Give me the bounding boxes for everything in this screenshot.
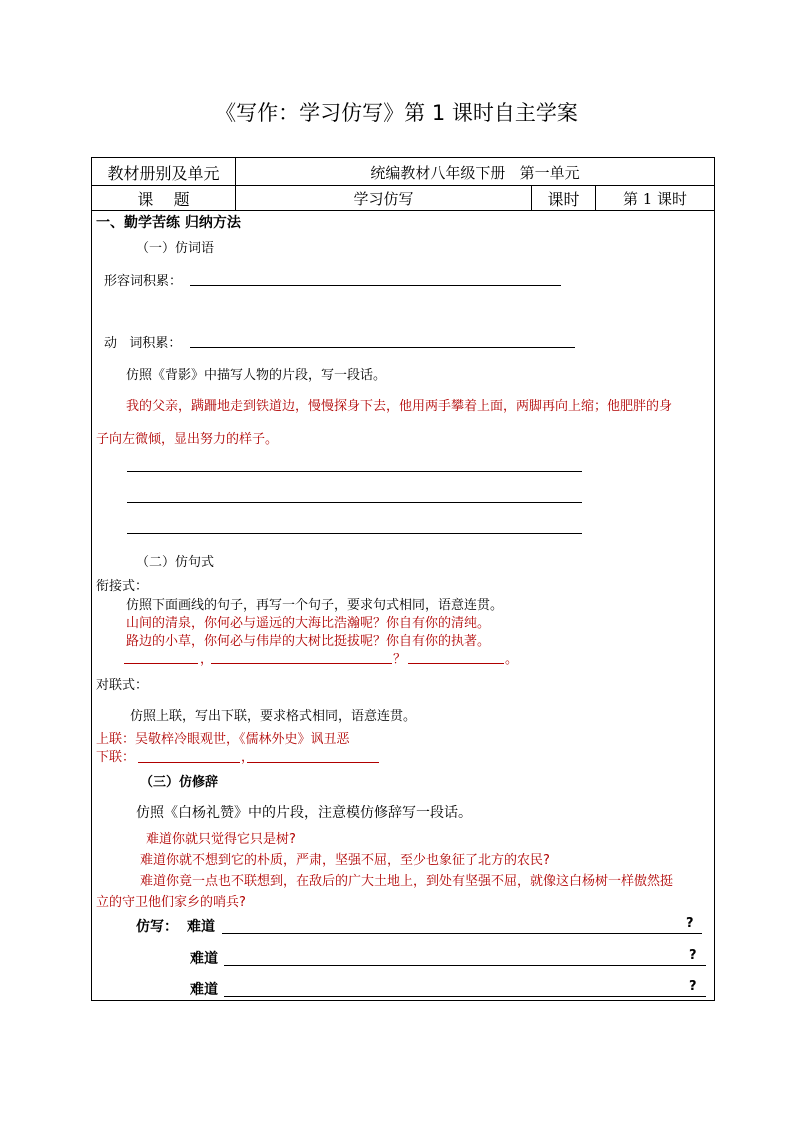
lower-couplet-comma: ， [241,750,255,765]
textbook-value: 统编教材八年级下册 第一单元 [370,164,580,182]
baiyang-excerpt-3a: 难道你竟一点也不联想到，在敌后的广大土地上，到处有坚强不屈，就像这白杨树一样傲然挺 [140,874,674,889]
cohesion-instruction: 仿照下面画线的句子，再写一个句子，要求句式相同，语意连贯。 [126,598,504,613]
baiyang-excerpt-3b: 立的守卫他们家乡的哨兵? [96,895,246,910]
cohesion-blank-1[interactable] [124,663,198,664]
topic-value: 学习仿写 [353,190,414,208]
part2-heading: （二）仿句式 [136,555,215,570]
practice-nandao-2: 难道 [190,951,218,967]
writing-line[interactable] [127,471,582,472]
section-heading: 一、勤学苦练 归纳方法 [96,215,241,231]
period-label: 课时 [547,190,580,209]
lower-couplet-blank-2[interactable] [247,762,379,763]
baiyang-instruction: 仿照《白杨礼赞》中的片段，注意模仿修辞写一段话。 [136,805,472,821]
practice-nandao-1: 难道 [187,919,215,935]
beiying-excerpt-line1: 我的父亲，蹒跚地走到铁道边，慢慢探身下去，他用两手攀着上面，两脚再向上缩；他肥胖的身 [126,399,673,414]
cohesion-blank-3[interactable] [408,663,504,664]
part1-heading: （一）仿词语 [136,241,215,256]
cohesion-question-mark: ？ [393,652,407,667]
couplet-label: 对联式： [96,678,149,693]
lower-couplet-label: 下联： [96,750,136,765]
textbook-label: 教材册别及单元 [107,164,220,183]
baiyang-excerpt-1: 难道你就只觉得它只是树? [146,832,296,847]
cohesion-example-2: 路边的小草，你何必与伟岸的大树比挺拔呢？你自有你的执著。 [126,634,491,649]
cohesion-period: 。 [505,652,519,667]
writing-line[interactable] [127,502,582,503]
cohesion-blank-2[interactable] [211,663,392,664]
period-value: 第 1 课时 [622,190,688,208]
practice-label: 仿写： [136,919,178,935]
beiying-instruction: 仿照《背影》中描写人物的片段，写一段话。 [126,368,387,383]
practice-line-1[interactable] [222,933,702,934]
row-divider [92,185,714,186]
practice-qmark-1: ? [686,916,694,931]
practice-nandao-3: 难道 [190,982,218,998]
baiyang-excerpt-2: 难道你就不想到它的朴质，严肃，坚强不屈，至少也象征了北方的农民? [140,853,550,868]
row-divider [92,210,714,211]
verb-answer-line[interactable] [190,347,575,348]
writing-line[interactable] [127,533,582,534]
verb-label: 动 词积累： [104,336,182,351]
beiying-excerpt-line2: 子向左微倾，显出努力的样子。 [96,432,279,447]
adjective-answer-line[interactable] [190,285,561,286]
practice-qmark-3: ? [689,979,697,994]
practice-qmark-2: ? [689,948,697,963]
cohesion-example-1: 山间的清泉，你何必与遥远的大海比浩瀚呢？你自有你的清纯。 [126,616,491,631]
upper-couplet: 上联：吴敬梓冷眼观世，《儒林外史》讽丑恶 [96,732,350,747]
topic-label: 课 题 [137,190,190,209]
couplet-instruction: 仿照上联，写出下联，要求格式相同，语意连贯。 [130,709,417,724]
lower-couplet-blank-1[interactable] [138,762,240,763]
page-title: 《写作：学习仿写》第 1 课时自主学案 [215,101,578,125]
practice-line-2[interactable] [224,965,706,966]
part3-heading: （三）仿修辞 [140,775,219,790]
cohesion-comma: ， [200,652,214,667]
adjective-label: 形容词积累： [104,274,183,289]
cohesion-label: 衔接式： [96,579,149,594]
practice-line-3[interactable] [224,996,706,997]
